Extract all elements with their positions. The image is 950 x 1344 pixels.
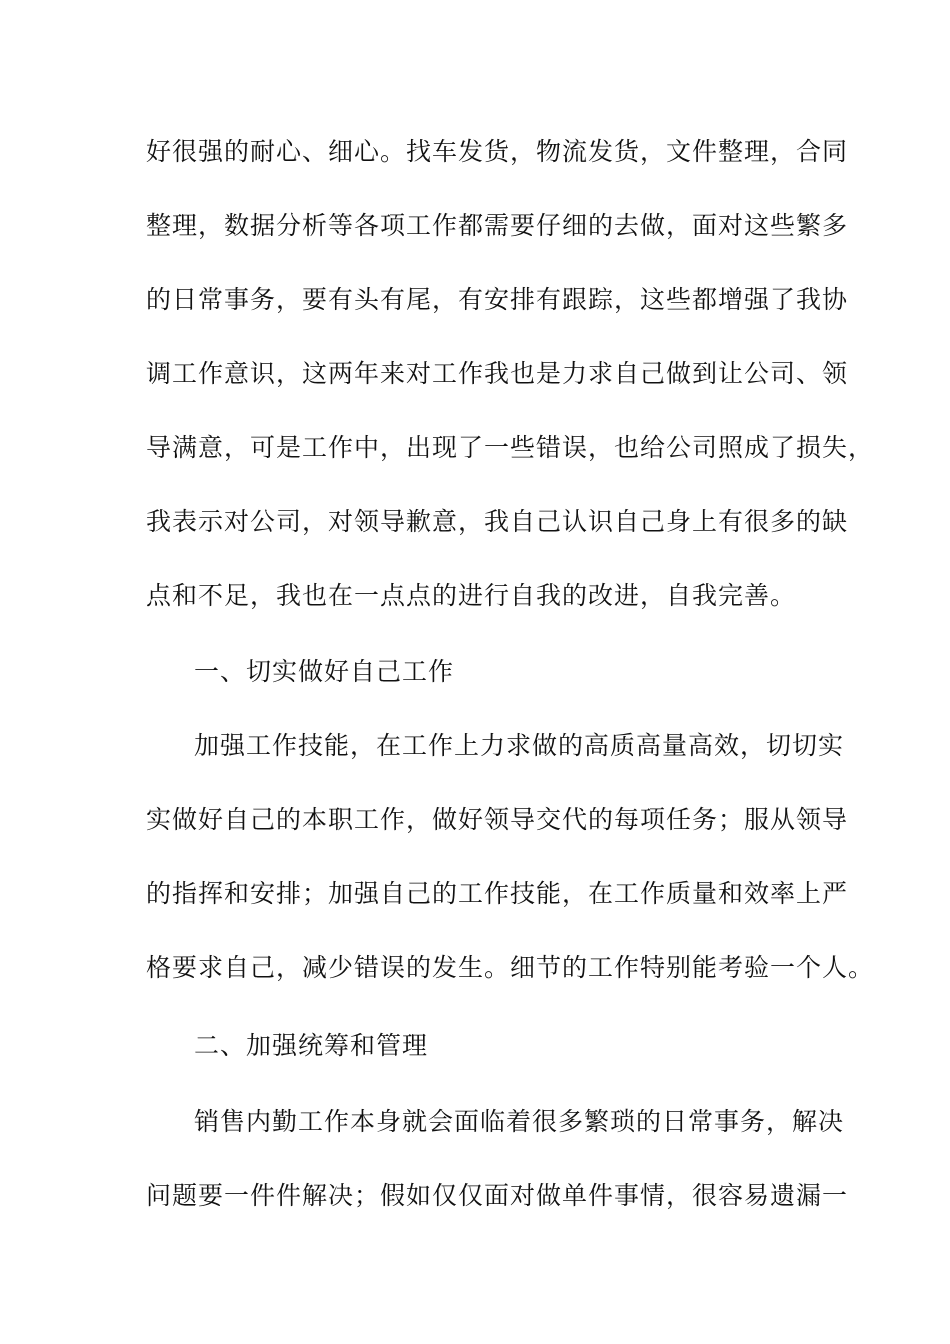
paragraph-line: 整理，数据分析等各项工作都需要仔细的去做，面对这些繁多 (146, 211, 849, 240)
section-heading: 一、切实做好自己工作 (194, 657, 455, 686)
paragraph-line: 的指挥和安排；加强自己的工作技能，在工作质量和效率上严 (146, 879, 849, 908)
paragraph-line: 好很强的耐心、细心。找车发货，物流发货，文件整理，合同 (146, 137, 849, 166)
paragraph-line: 的日常事务，要有头有尾，有安排有跟踪，这些都增强了我协 (146, 285, 849, 314)
paragraph-line: 实做好自己的本职工作，做好领导交代的每项任务；服从领导 (146, 805, 849, 834)
paragraph-line: 导满意，可是工作中，出现了一些错误，也给公司照成了损失， (146, 433, 875, 462)
paragraph-line: 销售内勤工作本身就会面临着很多繁琐的日常事务，解决 (194, 1107, 845, 1136)
paragraph-line: 调工作意识，这两年来对工作我也是力求自己做到让公司、领 (146, 359, 849, 388)
paragraph-line: 加强工作技能，在工作上力求做的高质高量高效，切切实 (194, 731, 845, 760)
paragraph-line: 点和不足，我也在一点点的进行自我的改进，自我完善。 (146, 581, 797, 610)
paragraph-line: 问题要一件件解决；假如仅仅面对做单件事情，很容易遗漏一 (146, 1181, 849, 1210)
section-heading: 二、加强统筹和管理 (194, 1031, 429, 1060)
paragraph-line: 格要求自己，减少错误的发生。细节的工作特别能考验一个人。 (146, 953, 875, 982)
paragraph-line: 我表示对公司，对领导歉意，我自己认识自己身上有很多的缺 (146, 507, 849, 536)
